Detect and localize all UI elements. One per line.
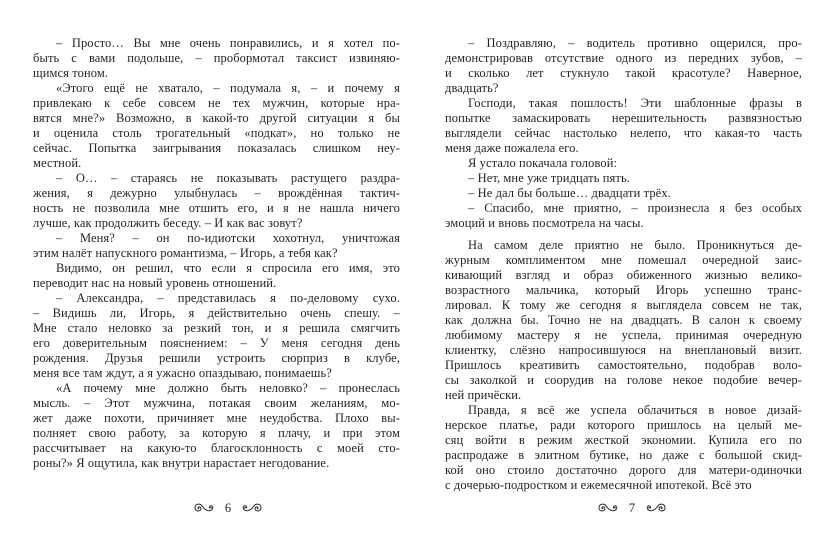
text-line: кивающий взгляд и образ обиженного жизнью велико- <box>445 268 802 282</box>
paragraph <box>33 36 400 81</box>
text-line: этим налёт напускного романтизма, – Игорь, а тебя как? <box>33 246 338 260</box>
text-line: с дочерью-подростком и ежемесячной ипотекой. Всё это <box>445 478 752 492</box>
paragraph <box>33 381 400 471</box>
swirl-flourish-icon <box>193 503 215 514</box>
text-line: и оценила столь трогательный «подкат», но только не <box>33 126 400 140</box>
text-line: демонстрировав отсутствие одного из передних зубов, – <box>445 51 802 65</box>
text-line: На самом деле приятно не было. Проникнуться де- <box>468 238 802 252</box>
page-left-text <box>33 36 400 471</box>
text-line: – Просто… Вы мне очень понравились, и я хотел по- <box>56 36 400 50</box>
paragraph <box>445 238 802 403</box>
text-line: Я устало покачала головой: <box>468 156 618 170</box>
text-line: лировал. К тому же сегодня я выглядела совсем не так, <box>445 298 802 312</box>
text-line: любимому мастеру я не успела, принимая очередную <box>445 328 802 342</box>
text-line: вятся мне?» Возможно, в какой-то другой ситуации я бы <box>33 111 400 125</box>
text-line: мысль. – Этот мужчина, потакая своим желаниям, мо- <box>33 396 400 410</box>
text-line: лучше, как продолжить беседу. – И как вас зовут? <box>33 216 303 230</box>
text-line: его доверительным пояснением: – У меня сегодня день <box>33 336 400 350</box>
text-line: Мне стало неловко за резкий тон, и я решила смягчить <box>33 321 400 335</box>
text-line: – О… – стараясь не показывать растущего раздра- <box>56 171 400 185</box>
text-line: «Этого ещё не хватало, – подумала я, – и почему я <box>56 81 400 95</box>
page-number: 6 <box>224 501 232 515</box>
text-line: возрастного мальчика, который Игорь успешно транс- <box>445 283 802 297</box>
text-line: как должна бы. Точно не на двадцать. В салон к своему <box>445 313 802 327</box>
text-line: жения, я дежурно улыбнулась – врождённая тактич- <box>33 186 400 200</box>
text-line: быть с вами подольше, – пробормотал таксист извиняю- <box>33 51 400 65</box>
text-line: – Видишь ли, Игорь, я действительно очень спешу. – <box>33 306 400 320</box>
text-line: роны?» Я ощутила, как внутри нарастает негодование. <box>33 456 330 470</box>
paragraph <box>445 186 802 201</box>
swirl-flourish-icon <box>597 503 619 514</box>
text-line: сы заколкой и соорудив на голове некое подобие вечер- <box>445 373 802 387</box>
text-line: – Не дал бы больше… двадцати трёх. <box>468 186 671 200</box>
page-right <box>410 0 820 540</box>
page-number: 7 <box>628 501 636 515</box>
paragraph <box>445 36 802 96</box>
text-line: – Спасибо, мне приятно, – произнесла я без особых <box>468 201 802 215</box>
text-line: Видимо, он решил, что если я спросила его имя, это <box>56 261 400 275</box>
text-line: – Нет, мне уже тридцать пять. <box>468 171 630 185</box>
text-line: попытке замаскировать нерешительность развязностью <box>445 111 802 125</box>
text-line: привлекаю к себе совсем не тех мужчин, которые нра- <box>33 96 400 110</box>
text-line: меня все там ждут, а я ужасно опаздываю, понимаешь? <box>33 366 332 380</box>
text-line: рождения. Друзья решили устроить сюрприз в клубе, <box>33 351 400 365</box>
paragraph <box>445 96 802 156</box>
page-left-footer <box>0 501 433 516</box>
text-line: Правда, я всё же успела облачиться в новое дизай- <box>468 403 802 417</box>
text-line: кой оно стоило достаточно дорого для матери-одиночки <box>445 463 802 477</box>
swirl-flourish-mirrored-icon <box>241 503 263 514</box>
text-line: переводит нас на новый уровень отношений. <box>33 276 277 290</box>
paragraph <box>33 291 400 381</box>
text-line: ность не позволила мне отшить его, и я не нашла ничего <box>33 201 400 215</box>
text-line: эмоций и вновь посмотрела на часы. <box>445 216 644 230</box>
text-line: – Поздравляю, – водитель противно ощерился, про- <box>468 36 802 50</box>
text-line: рассчитывает на какую-то благосклонность с моей сто- <box>33 441 400 455</box>
page-right-footer <box>410 501 820 516</box>
paragraph <box>33 261 400 291</box>
text-line: Господи, такая пошлость! Эти шаблонные фразы в <box>468 96 802 110</box>
text-line: клиентку, слёзно напросившуюся на внеплановый визит. <box>445 343 802 357</box>
text-line: местной. <box>33 156 82 170</box>
text-line: «А почему мне должно быть неловко? – пронеслась <box>56 381 400 395</box>
text-line: сяц войти в режим жесткой экономии. Купила его по <box>445 433 802 447</box>
paragraph <box>33 81 400 171</box>
paragraph <box>33 231 400 261</box>
page-right-text <box>445 36 802 493</box>
text-line: выглядели сейчас настолько нелепо, что какая-то часть <box>445 126 802 140</box>
paragraph <box>445 201 802 231</box>
text-line: журным комплиментом мне помешал очередной заис- <box>445 253 802 267</box>
text-line: и сколько лет стукнуло такой красотуле? Наверное, <box>445 66 802 80</box>
text-line: – Меня? – он по-идиотски хохотнул, уничтожая <box>56 231 400 245</box>
text-line: распродаже в элитном бутике, но даже с большой скид- <box>445 448 802 462</box>
text-line: щимся тоном. <box>33 66 109 80</box>
text-line: нерское платье, ради которого пришлось на целый ме- <box>445 418 802 432</box>
text-line: меня даже пожалела его. <box>445 141 579 155</box>
text-line: – Александра, – представилась я по-деловому сухо. <box>56 291 400 305</box>
text-line: сейчас. Попытка заигрывания показалась слишком неу- <box>33 141 400 155</box>
paragraph <box>33 171 400 231</box>
paragraph <box>445 403 802 493</box>
text-line: жет даже похоти, причиняет мне неудобства. Плохо вы- <box>33 411 400 425</box>
paragraph <box>445 156 802 171</box>
text-line: ней причёски. <box>445 388 522 402</box>
text-line: двадцать? <box>445 81 499 95</box>
text-line: Пришлось креативить самостоятельно, подобрав воло- <box>445 358 802 372</box>
swirl-flourish-mirrored-icon <box>645 503 667 514</box>
paragraph <box>445 171 802 186</box>
text-line: полняет свою работу, за которую я плачу, и при этом <box>33 426 400 440</box>
